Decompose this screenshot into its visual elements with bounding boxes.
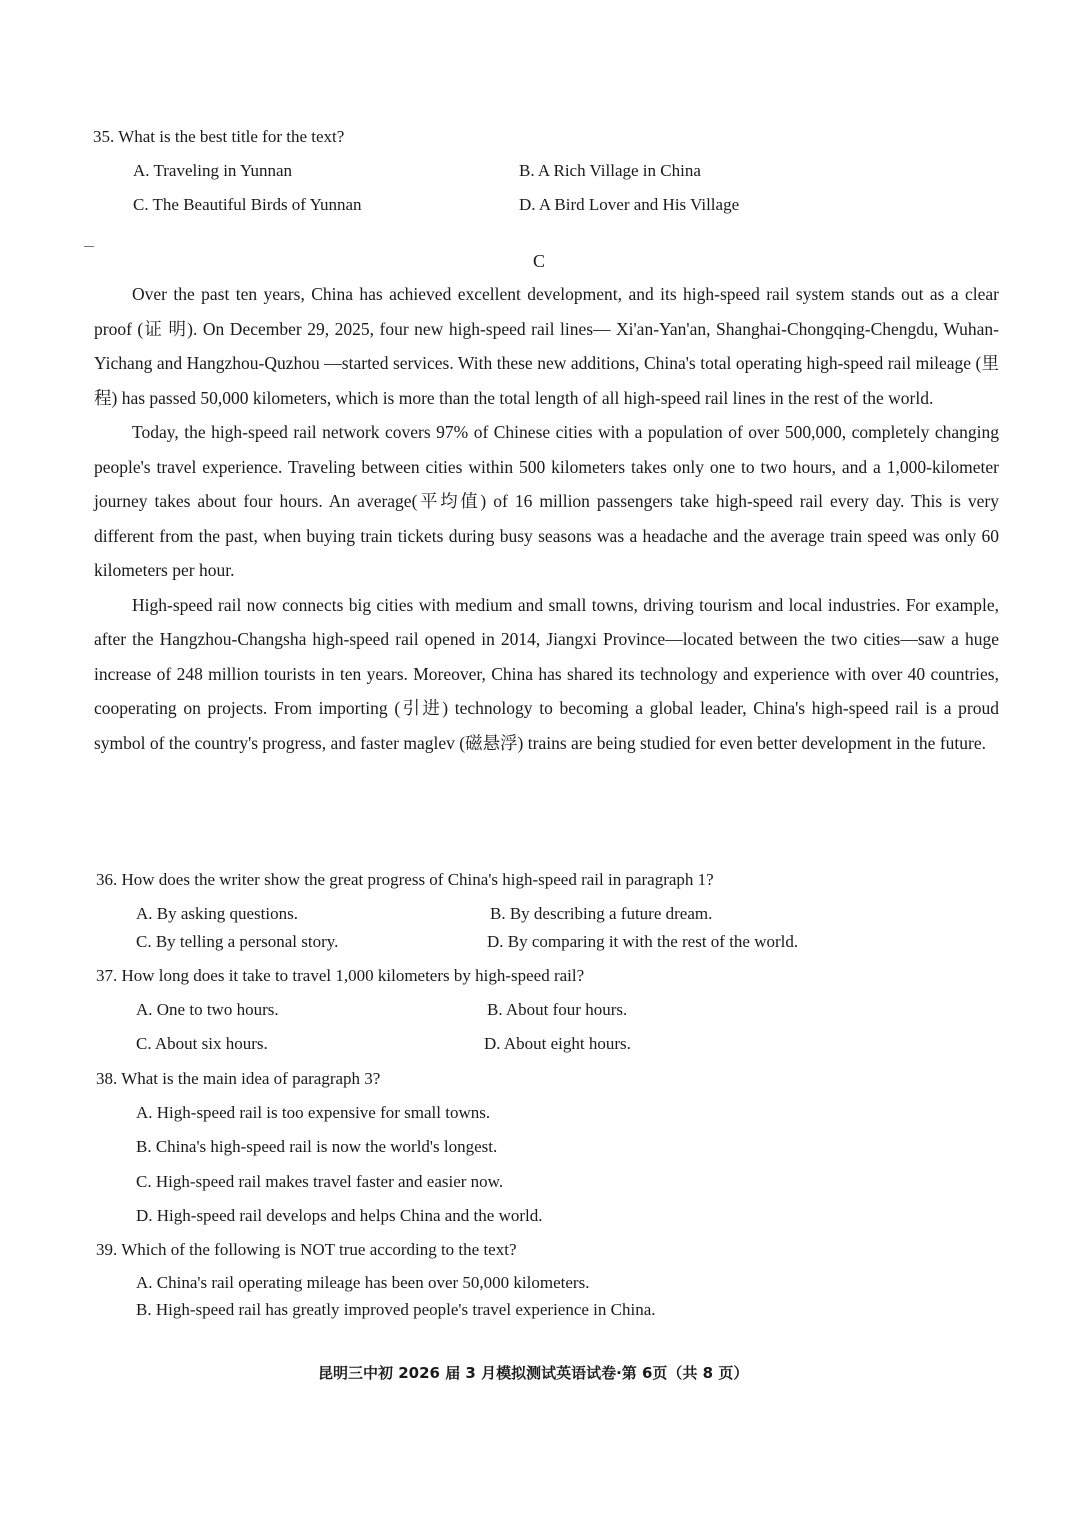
passage-paragraph-1: Over the past ten years, China has achieved excellent development, and its high-speed rail system stands out as a clear proof (证 明). On December 29, 2025, four new high-speed rail lines— Xi'an-Yan'an, Shanghai-Chongqing-Chengdu, Wuhan-Yichang and Hangzhou-Quzhou —started services. With these new additions, China's total operating high-speed rail mileage (里程) has passed 50,000 kilometers, which is more than the total length of all high-speed rail lines in the rest of the world. <box>94 284 999 408</box>
section-label: C <box>533 251 546 271</box>
page-footer: 昆明三中初 2026 届 3 月模拟测试英语试卷·第 6页（共 8 页） <box>318 1364 749 1382</box>
q38-option-c: C. High-speed rail makes travel faster and easier now. <box>136 1172 504 1191</box>
question-36: 36. How does the writer show the great progress of China's high-speed rail in paragraph 1? <box>96 870 714 889</box>
q35-option-c: C. The Beautiful Birds of Yunnan <box>133 195 362 214</box>
q38-option-b: B. China's high-speed rail is now the world's longest. <box>136 1137 498 1156</box>
question-37: 37. How long does it take to travel 1,000 kilometers by high-speed rail? <box>96 966 585 985</box>
q37-option-b: B. About four hours. <box>487 1000 628 1019</box>
q37-option-c: C. About six hours. <box>136 1034 268 1053</box>
q39-option-a: A. China's rail operating mileage has been over 50,000 kilometers. <box>136 1273 590 1292</box>
q38-option-d: D. High-speed rail develops and helps China and the world. <box>136 1206 543 1225</box>
q36-option-c: C. By telling a personal story. <box>136 932 339 951</box>
q35-option-a: A. Traveling in Yunnan <box>133 161 292 180</box>
q39-option-b: B. High-speed rail has greatly improved people's travel experience in China. <box>136 1300 656 1319</box>
question-38: 38. What is the main idea of paragraph 3? <box>96 1069 381 1088</box>
q35-option-b: B. A Rich Village in China <box>519 161 701 180</box>
q36-option-d: D. By comparing it with the rest of the world. <box>487 932 799 951</box>
reading-passage <box>94 277 999 760</box>
question-39: 39. Which of the following is NOT true according to the text? <box>96 1240 517 1259</box>
q37-option-a: A. One to two hours. <box>136 1000 279 1019</box>
passage-paragraph-3: High-speed rail now connects big cities with medium and small towns, driving tourism and local industries. For example, after the Hangzhou-Changsha high-speed rail opened in 2014, Jiangxi Province—located between the two cities—saw a huge increase of 248 million tourists in ten years. Moreover, China has shared its technology and experience with over 40 countries, cooperating on projects. From importing (引进) technology to becoming a global leader, China's high-speed rail is a proud symbol of the country's progress, and faster maglev (磁悬浮) trains are being studied for even better development in the future. <box>94 594 999 753</box>
passage-paragraph-2: Today, the high-speed rail network covers 97% of Chinese cities with a population of over 500,000, completely changing people's travel experience. Traveling between cities within 500 kilometers takes only one to two hours, and a 1,000-kilometer journey takes about four hours. An average(平均值) of 16 million passengers take high-speed rail every day. This is very different from the past, when buying train tickets during busy seasons was a headache and the average train speed was only 60 kilometers per hour. <box>94 422 999 580</box>
q36-option-a: A. By asking questions. <box>136 904 298 923</box>
q36-option-b: B. By describing a future dream. <box>490 904 713 923</box>
q38-option-a: A. High-speed rail is too expensive for small towns. <box>136 1103 491 1122</box>
question-35: 35. What is the best title for the text? <box>93 127 345 146</box>
scan-mark <box>84 246 94 247</box>
q37-option-d: D. About eight hours. <box>484 1034 631 1053</box>
q35-option-d: D. A Bird Lover and His Village <box>519 195 740 214</box>
